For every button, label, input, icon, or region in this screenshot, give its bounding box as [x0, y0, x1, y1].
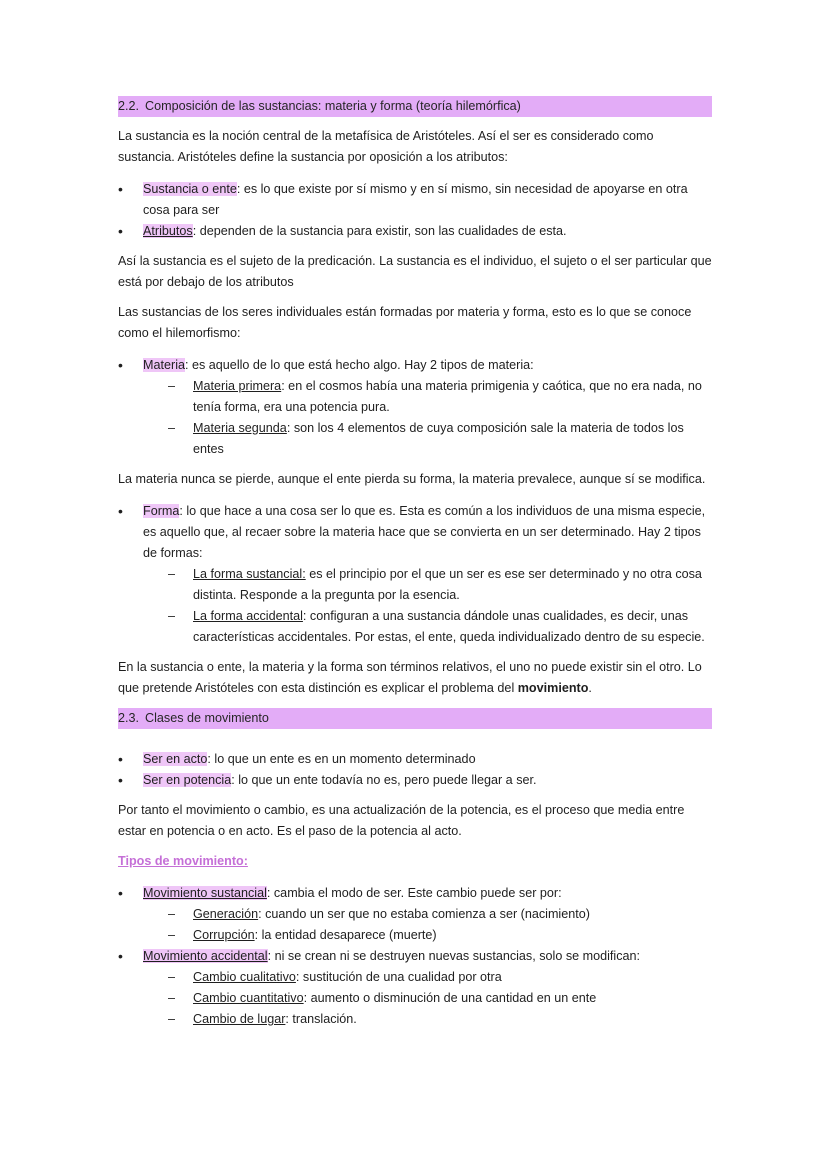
section-heading-2-3 — [118, 708, 712, 729]
paragraph: La materia nunca se pierde, aunque el ente pierda su forma, la materia prevalece, aunque sí se modifica. — [118, 472, 706, 486]
movement-types-list — [118, 883, 712, 1030]
term-movimiento-sustancial: Movimiento sustancial — [143, 886, 267, 900]
list-item — [118, 179, 712, 221]
list-item — [118, 355, 712, 460]
term-materia: Materia — [143, 358, 185, 372]
definition-text: : es lo que existe por sí mismo y en sí mismo, sin necesidad de apoyarse en otra cosa para ser — [143, 182, 688, 217]
definition-text: : son los 4 elementos de cuya composición sale la materia de todos los entes — [193, 421, 684, 456]
list-item — [118, 221, 712, 242]
paragraph — [118, 657, 712, 699]
term-sustancia: Sustancia o ente — [143, 182, 237, 196]
paragraph-text: . — [588, 681, 592, 695]
definition-text: : lo que hace a una cosa ser lo que es. Esta es común a los individuos de una misma especie, es aquello que, al recaer sobre la materia hace que se convierta en un ser determinado. Hay 2 tipos de formas: — [143, 504, 706, 560]
list-item — [168, 418, 712, 460]
section-heading-2-2 — [118, 96, 712, 117]
definition-text: es el principio por el que un ser es ese ser determinado y no otra cosa distinta. Responde a la pregunta por la esencia. — [193, 567, 702, 602]
list-item — [168, 1009, 712, 1030]
paragraph: Por tanto el movimiento o cambio, es una actualización de la potencia, es el proceso que media entre estar en potencia o en acto. Es el paso de la potencia al acto. — [118, 803, 685, 838]
term-forma-accidental: La forma accidental — [193, 609, 303, 623]
definition-text: : ni se crean ni se destruyen nuevas sustancias, solo se modifican: — [267, 949, 641, 963]
definition-text: : lo que un ente todavía no es, pero puede llegar a ser. — [231, 773, 537, 787]
section-title: Clases de movimiento — [145, 711, 269, 725]
definition-text: : cambia el modo de ser. Este cambio puede ser por: — [266, 886, 562, 900]
definition-text: : cuando un ser que no estaba comienza a ser (nacimiento) — [258, 907, 590, 921]
term-ser-en-potencia: Ser en potencia — [143, 773, 232, 787]
acto-potencia-list — [118, 749, 712, 791]
list-item — [118, 883, 712, 946]
term-generacion: Generación — [193, 907, 259, 921]
list-item — [118, 501, 712, 648]
materia-list — [118, 355, 712, 460]
subtitle-tipos-de-movimiento: Tipos de movimiento: — [118, 854, 248, 868]
paragraph-intro: La sustancia es la noción central de la metafísica de Aristóteles. Así el ser es considerado como sustancia. Aristóteles define la sustancia por oposición a los atributos: — [118, 129, 654, 164]
list-item — [168, 564, 712, 606]
list-item — [168, 606, 712, 648]
definition-text: : dependen de la sustancia para existir, son las cualidades de esta. — [192, 224, 567, 238]
paragraph-text: En la sustancia o ente, la materia y la forma son términos relativos, el uno no puede existir sin el otro. Lo que pretende Aristóteles con esta distinción es explicar el problema del — [118, 660, 702, 695]
list-item — [168, 904, 712, 925]
term-cambio-cualitativo: Cambio cualitativo — [193, 970, 296, 984]
sustancial-sublist — [143, 904, 712, 946]
definition-text: : aumento o disminución de una cantidad en un ente — [303, 991, 597, 1005]
definition-text: : configuran a una sustancia dándole unas cualidades, es decir, unas características accidentales. Por estas, el ente, queda individualizado dentro de su especie. — [193, 609, 705, 644]
term-cambio-cuantitativo: Cambio cuantitativo — [193, 991, 304, 1005]
definition-text: : translación. — [285, 1012, 357, 1026]
document-body — [118, 96, 712, 1030]
list-item — [168, 967, 712, 988]
term-corrupcion: Corrupción — [193, 928, 255, 942]
term-materia-segunda: Materia segunda — [193, 421, 287, 435]
definition-text: : en el cosmos había una materia primigenia y caótica, que no era nada, no tenía forma, era una potencia pura. — [193, 379, 702, 414]
list-item — [168, 988, 712, 1009]
definition-text: : sustitución de una cualidad por otra — [295, 970, 502, 984]
list-item — [118, 770, 712, 791]
definition-text: : lo que un ente es en un momento determinado — [207, 752, 476, 766]
section-number: 2.3. — [118, 711, 140, 725]
forma-sublist — [143, 564, 712, 648]
term-atributos: Atributos — [143, 224, 193, 238]
term-forma-sustancial: La forma sustancial: — [193, 567, 306, 581]
term-materia-primera: Materia primera — [193, 379, 282, 393]
paragraph: Las sustancias de los seres individuales están formadas por materia y forma, esto es lo que se conoce como el hilemorfismo: — [118, 305, 692, 340]
paragraph: Así la sustancia es el sujeto de la predicación. La sustancia es el individuo, el sujeto o el ser particular que está por debajo de los atributos — [118, 254, 712, 289]
definition-text: : la entidad desaparece (muerte) — [254, 928, 437, 942]
term-movimiento: movimiento — [517, 681, 589, 695]
materia-sublist — [143, 376, 712, 460]
term-forma: Forma — [143, 504, 180, 518]
definition-text: : es aquello de lo que está hecho algo. Hay 2 tipos de materia: — [185, 358, 534, 372]
list-item — [168, 376, 712, 418]
forma-list — [118, 501, 712, 648]
term-movimiento-accidental: Movimiento accidental — [143, 949, 268, 963]
term-ser-en-acto: Ser en acto — [143, 752, 208, 766]
list-item — [168, 925, 712, 946]
term-cambio-de-lugar: Cambio de lugar — [193, 1012, 286, 1026]
section-title: Composición de las sustancias: materia y forma (teoría hilemórfica) — [145, 99, 521, 113]
accidental-sublist — [143, 967, 712, 1030]
list-item — [118, 946, 712, 1030]
list-item — [118, 749, 712, 770]
attributes-list — [118, 179, 712, 242]
section-number: 2.2. — [118, 99, 140, 113]
